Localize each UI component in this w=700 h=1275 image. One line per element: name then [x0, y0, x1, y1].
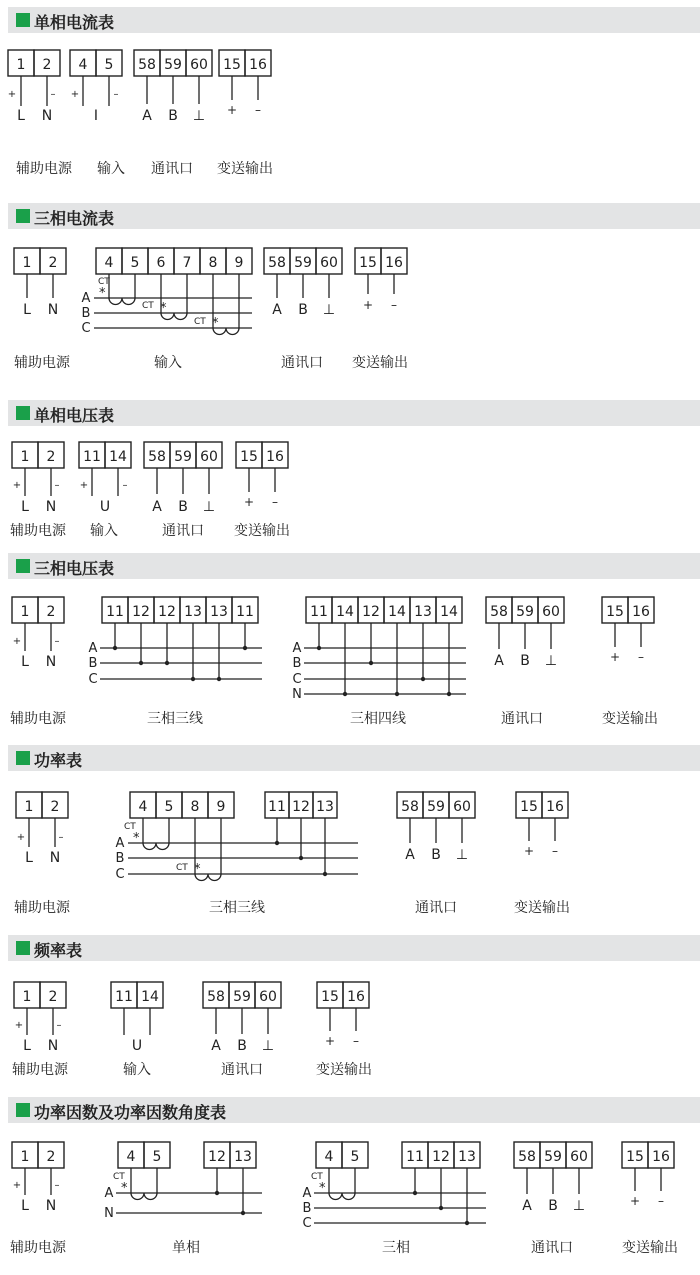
section-title: 功率表 — [34, 751, 83, 770]
section-single-phase-ammeter — [0, 0, 700, 190]
group-label: 通讯口 — [501, 711, 543, 727]
terminal-name: – — [552, 844, 558, 858]
terminal-number: 15 — [321, 989, 339, 1005]
terminal-number: 12 — [208, 1149, 226, 1165]
section-title: 三相电流表 — [34, 209, 115, 228]
terminal-number: 16 — [266, 449, 284, 465]
terminal-number: 14 — [109, 449, 127, 465]
terminal-number: 1 — [22, 989, 32, 1005]
terminal-name: L — [23, 302, 31, 318]
polarity-star: * — [160, 301, 167, 316]
terminal-number: 12 — [292, 799, 310, 815]
polarity-mark: + — [7, 89, 17, 100]
terminal-name: B — [237, 1038, 247, 1054]
terminal-name: B — [431, 847, 441, 863]
group-label: 单相 — [172, 1240, 200, 1256]
terminal-name: – — [391, 298, 397, 312]
polarity-mark: + — [16, 832, 26, 843]
terminal-number: 14 — [141, 989, 159, 1005]
terminal-number: 2 — [42, 57, 52, 73]
terminal-name: L — [21, 654, 29, 670]
terminal-number: 11 — [106, 604, 124, 620]
terminal-number: 11 — [268, 799, 286, 815]
polarity-mark: – — [113, 89, 119, 100]
terminal-number: 13 — [210, 604, 228, 620]
group-label: 输入 — [97, 161, 125, 177]
terminal-number: 12 — [432, 1149, 450, 1165]
terminal-number: 1 — [20, 449, 30, 465]
polarity-mark: + — [79, 480, 89, 491]
terminal-number: 13 — [414, 604, 432, 620]
terminal-number: 59 — [516, 604, 534, 620]
terminal-number: 58 — [268, 255, 286, 271]
terminal-number: 11 — [236, 604, 254, 620]
polarity-mark: – — [50, 89, 56, 100]
terminal-name: L — [21, 1198, 29, 1214]
terminal-number: 4 — [138, 799, 148, 815]
group-label: 变送输出 — [217, 161, 273, 177]
group-label: 辅助电源 — [14, 900, 70, 916]
wiring-diagram-three-phase-ammeter — [0, 200, 700, 390]
terminal-number: 8 — [208, 255, 218, 271]
group-label: 辅助电源 — [10, 1240, 66, 1256]
terminal-number: 8 — [190, 799, 200, 815]
polarity-mark: – — [54, 1180, 60, 1191]
group-label: 三相三线 — [209, 900, 265, 916]
terminal-number: 2 — [50, 799, 60, 815]
terminal-number: 58 — [207, 989, 225, 1005]
terminal-number: 15 — [606, 604, 624, 620]
terminal-number: 11 — [406, 1149, 424, 1165]
terminal-number: 11 — [83, 449, 101, 465]
terminal-number: 59 — [427, 799, 445, 815]
wiring-diagram-power-factor-meter — [0, 1097, 700, 1275]
terminal-name: ⊥ — [544, 653, 558, 669]
terminal-name: I — [93, 108, 99, 124]
group-label: 通讯口 — [151, 161, 193, 177]
terminal-number: 60 — [453, 799, 471, 815]
terminal-number: 12 — [158, 604, 176, 620]
terminal-name: B — [548, 1198, 558, 1214]
terminal-number: 13 — [316, 799, 334, 815]
terminal-name: ⊥ — [261, 1038, 275, 1054]
terminal-number: 58 — [148, 449, 166, 465]
phase-label: B — [81, 306, 91, 321]
group-label: 变送输出 — [602, 711, 658, 727]
phase-label: C — [302, 1216, 312, 1231]
terminal-number: 59 — [174, 449, 192, 465]
terminal-number: 2 — [48, 989, 58, 1005]
terminal-number: 15 — [240, 449, 258, 465]
phase-label: B — [88, 656, 98, 671]
section-single-phase-voltmeter — [0, 400, 700, 550]
terminal-name: A — [152, 499, 162, 515]
terminal-number: 5 — [152, 1149, 162, 1165]
terminal-number: 1 — [20, 1149, 30, 1165]
terminal-name: L — [25, 850, 33, 866]
polarity-star: * — [319, 1181, 326, 1196]
polarity-mark: + — [12, 1180, 22, 1191]
terminal-number: 4 — [126, 1149, 136, 1165]
terminal-number: 13 — [184, 604, 202, 620]
terminal-number: 12 — [362, 604, 380, 620]
terminal-name: A — [405, 847, 415, 863]
terminal-number: 5 — [104, 57, 114, 73]
terminal-number: 14 — [336, 604, 354, 620]
terminal-number: 2 — [48, 255, 58, 271]
terminal-number: 58 — [401, 799, 419, 815]
terminal-number: 2 — [46, 449, 56, 465]
terminal-number: 58 — [138, 57, 156, 73]
terminal-number: 11 — [310, 604, 328, 620]
terminal-number: 60 — [259, 989, 277, 1005]
phase-label: C — [81, 321, 91, 336]
phase-label: A — [81, 291, 91, 306]
section-title: 三相电压表 — [34, 559, 115, 578]
terminal-name: + — [324, 1034, 336, 1048]
polarity-star: * — [121, 1181, 128, 1196]
group-label: 变送输出 — [316, 1062, 372, 1078]
terminal-number: 16 — [546, 799, 564, 815]
terminal-number: 1 — [24, 799, 34, 815]
ct-label: CT — [113, 1172, 125, 1182]
phase-label: N — [292, 687, 302, 702]
polarity-mark: + — [12, 480, 22, 491]
ct-label: CT — [124, 822, 136, 832]
terminal-number: 59 — [544, 1149, 562, 1165]
group-label: 辅助电源 — [16, 161, 72, 177]
phase-label: A — [115, 836, 125, 851]
polarity-mark: + — [14, 1020, 24, 1031]
polarity-mark: – — [54, 636, 60, 647]
group-label: 通讯口 — [415, 900, 457, 916]
terminal-number: 16 — [249, 57, 267, 73]
group-label: 通讯口 — [221, 1062, 263, 1078]
terminal-number: 60 — [320, 255, 338, 271]
section-three-phase-voltmeter — [0, 553, 700, 738]
terminal-name: N — [45, 1198, 57, 1214]
terminal-number: 15 — [520, 799, 538, 815]
terminal-name: ⊥ — [322, 302, 336, 318]
terminal-name: B — [168, 108, 178, 124]
group-label: 变送输出 — [234, 523, 290, 539]
terminal-number: 5 — [164, 799, 174, 815]
group-label: 输入 — [123, 1062, 151, 1078]
terminal-number: 15 — [626, 1149, 644, 1165]
terminal-number: 9 — [234, 255, 244, 271]
phase-label: C — [88, 672, 98, 687]
group-label: 辅助电源 — [12, 1062, 68, 1078]
polarity-star: * — [133, 831, 140, 846]
terminal-name: L — [21, 499, 29, 515]
terminal-name: + — [609, 650, 621, 664]
terminal-name: L — [17, 108, 25, 124]
terminal-name: – — [272, 495, 278, 509]
terminal-number: 59 — [294, 255, 312, 271]
terminal-number: 1 — [20, 604, 30, 620]
terminal-name: A — [142, 108, 152, 124]
phase-label: N — [104, 1206, 114, 1221]
group-label: 三相三线 — [147, 711, 203, 727]
terminal-name: U — [99, 499, 111, 515]
terminal-number: 2 — [46, 604, 56, 620]
terminal-name: A — [522, 1198, 532, 1214]
terminal-name: N — [45, 499, 57, 515]
terminal-name: B — [520, 653, 530, 669]
terminal-name: ⊥ — [192, 108, 206, 124]
terminal-number: 1 — [22, 255, 32, 271]
terminal-number: 5 — [130, 255, 140, 271]
terminal-number: 2 — [46, 1149, 56, 1165]
terminal-number: 4 — [104, 255, 114, 271]
section-title: 单相电流表 — [34, 13, 115, 32]
terminal-name: ⊥ — [202, 499, 216, 515]
section-frequency-meter — [0, 935, 700, 1090]
phase-label: C — [115, 867, 125, 882]
terminal-number: 15 — [359, 255, 377, 271]
terminal-number: 59 — [164, 57, 182, 73]
group-label: 三相四线 — [350, 711, 406, 727]
terminal-name: L — [23, 1038, 31, 1054]
section-title: 单相电压表 — [34, 406, 115, 425]
terminal-number: 58 — [518, 1149, 536, 1165]
terminal-number: 16 — [632, 604, 650, 620]
terminal-number: 60 — [200, 449, 218, 465]
terminal-number: 4 — [78, 57, 88, 73]
terminal-name: A — [272, 302, 282, 318]
polarity-mark: – — [58, 832, 64, 843]
group-label: 通讯口 — [281, 355, 323, 371]
polarity-mark: + — [70, 89, 80, 100]
terminal-number: 60 — [190, 57, 208, 73]
terminal-number: 12 — [132, 604, 150, 620]
terminal-number: 7 — [182, 255, 192, 271]
polarity-mark: – — [122, 480, 128, 491]
phase-label: A — [302, 1186, 312, 1201]
terminal-number: 16 — [385, 255, 403, 271]
terminal-number: 14 — [388, 604, 406, 620]
terminal-number: 5 — [350, 1149, 360, 1165]
terminal-number: 13 — [458, 1149, 476, 1165]
terminal-name: N — [41, 108, 53, 124]
terminal-name: B — [298, 302, 308, 318]
polarity-star: * — [99, 286, 106, 301]
terminal-name: – — [658, 1194, 664, 1208]
terminal-name: – — [255, 103, 261, 117]
polarity-mark: – — [54, 480, 60, 491]
section-power-meter — [0, 745, 700, 930]
phase-label: B — [302, 1201, 312, 1216]
terminal-number: 60 — [570, 1149, 588, 1165]
group-label: 变送输出 — [514, 900, 570, 916]
section-power-factor-meter — [0, 1097, 700, 1275]
terminal-name: + — [226, 103, 238, 117]
terminal-number: 16 — [347, 989, 365, 1005]
ct-label: CT — [98, 277, 110, 287]
section-title: 频率表 — [34, 941, 83, 960]
terminal-number: 4 — [324, 1149, 334, 1165]
group-label: 辅助电源 — [10, 523, 66, 539]
polarity-star: * — [194, 862, 201, 877]
terminal-number: 16 — [652, 1149, 670, 1165]
group-label: 输入 — [90, 523, 118, 539]
terminal-number: 14 — [440, 604, 458, 620]
terminal-number: 60 — [542, 604, 560, 620]
ct-label: CT — [311, 1172, 323, 1182]
group-label: 变送输出 — [352, 355, 408, 371]
section-three-phase-ammeter — [0, 200, 700, 390]
polarity-mark: + — [12, 636, 22, 647]
terminal-name: – — [353, 1034, 359, 1048]
terminal-number: 6 — [156, 255, 166, 271]
ct-label: CT — [194, 317, 206, 327]
ct-label: CT — [142, 301, 154, 311]
terminal-number: 1 — [16, 57, 26, 73]
ct-label: CT — [176, 863, 188, 873]
group-label: 通讯口 — [162, 523, 204, 539]
terminal-number: 58 — [490, 604, 508, 620]
terminal-name: N — [49, 850, 61, 866]
terminal-number: 13 — [234, 1149, 252, 1165]
wiring-diagram-power-meter — [0, 745, 700, 930]
terminal-name: U — [131, 1038, 143, 1054]
phase-label: A — [292, 641, 302, 656]
terminal-number: 59 — [233, 989, 251, 1005]
terminal-name: – — [638, 650, 644, 664]
terminal-number: 11 — [115, 989, 133, 1005]
group-label: 三相 — [382, 1240, 410, 1256]
polarity-star: * — [212, 316, 219, 331]
terminal-name: A — [211, 1038, 221, 1054]
phase-label: B — [115, 851, 125, 866]
phase-label: B — [292, 656, 302, 671]
section-title: 功率因数及功率因数角度表 — [34, 1103, 227, 1122]
terminal-name: + — [629, 1194, 641, 1208]
terminal-number: 15 — [223, 57, 241, 73]
terminal-number: 9 — [216, 799, 226, 815]
terminal-name: A — [494, 653, 504, 669]
terminal-name: + — [362, 298, 374, 312]
terminal-name: ⊥ — [572, 1198, 586, 1214]
group-label: 辅助电源 — [14, 355, 70, 371]
group-label: 输入 — [154, 355, 182, 371]
group-label: 辅助电源 — [10, 711, 66, 727]
group-label: 变送输出 — [622, 1240, 678, 1256]
terminal-name: N — [47, 1038, 59, 1054]
terminal-name: N — [45, 654, 57, 670]
group-label: 通讯口 — [531, 1240, 573, 1256]
terminal-name: B — [178, 499, 188, 515]
polarity-mark: – — [56, 1020, 62, 1031]
terminal-name: + — [523, 844, 535, 858]
phase-label: C — [292, 672, 302, 687]
terminal-name: + — [243, 495, 255, 509]
terminal-name: N — [47, 302, 59, 318]
phase-label: A — [104, 1186, 114, 1201]
terminal-name: ⊥ — [455, 847, 469, 863]
phase-label: A — [88, 641, 98, 656]
